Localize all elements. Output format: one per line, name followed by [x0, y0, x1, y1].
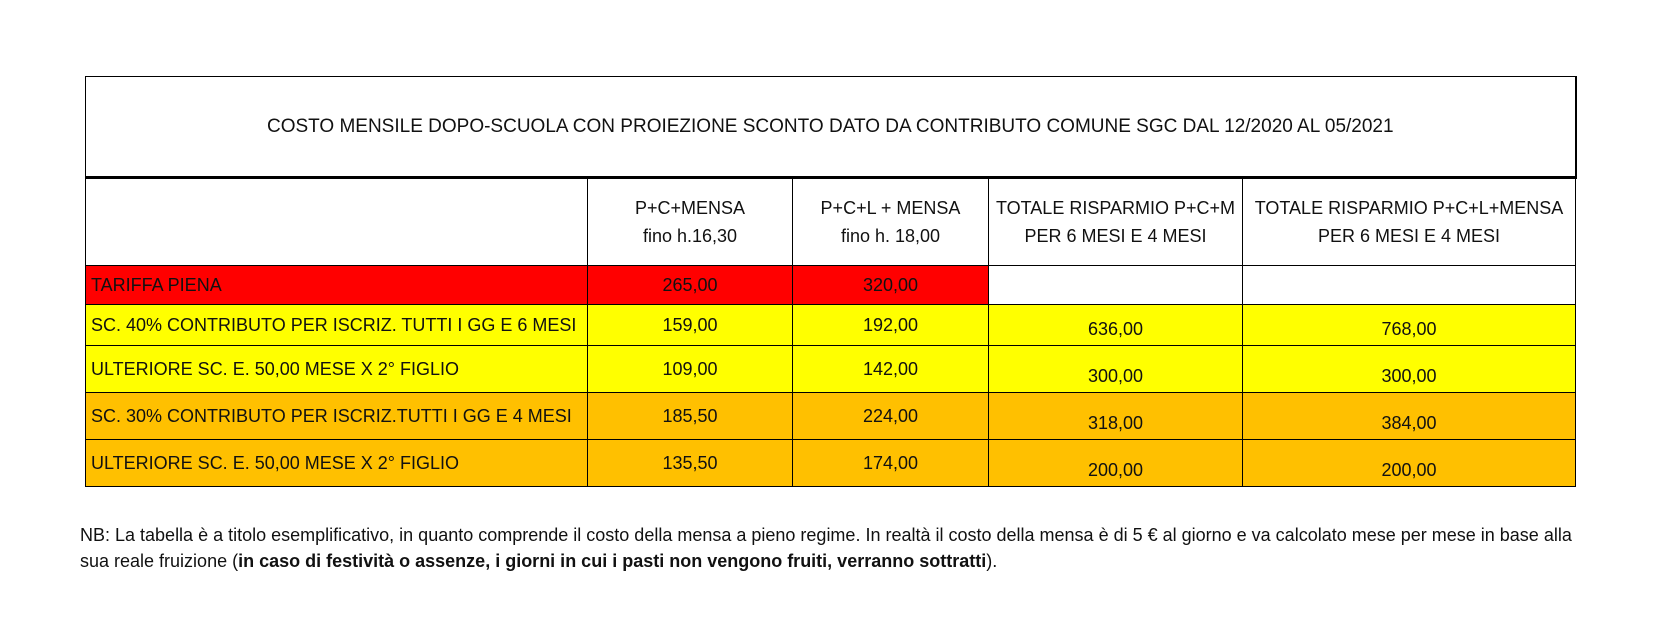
- cell-risparmio-pcm: 636,00: [989, 305, 1243, 346]
- row-label: ULTERIORE SC. E. 50,00 MESE X 2° FIGLIO: [86, 346, 588, 393]
- header-risparmio-pclm: [1243, 178, 1576, 266]
- header-pcm-line1: P+C+MENSA: [634, 198, 746, 218]
- header-row: [86, 178, 1576, 266]
- cell-risparmio-pclm: 384,00: [1243, 393, 1576, 440]
- header-risparmio-pclm-line1: TOTALE RISPARMIO P+C+L+MENSA: [1254, 198, 1564, 218]
- row-label: TARIFFA PIENA: [86, 266, 588, 305]
- header-pcm: [588, 178, 793, 266]
- row-label: SC. 40% CONTRIBUTO PER ISCRIZ. TUTTI I GG E 6 MESI: [86, 305, 588, 346]
- cell-pclm: 224,00: [793, 393, 989, 440]
- footnote-closing: ).: [986, 551, 998, 571]
- table-title: COSTO MENSILE DOPO-SCUOLA CON PROIEZIONE SCONTO DATO DA CONTRIBUTO COMUNE SGC DAL 12/2020 AL 05/2021: [86, 77, 1576, 178]
- row-label: ULTERIORE SC. E. 50,00 MESE X 2° FIGLIO: [86, 440, 588, 487]
- cost-table: [85, 76, 1577, 487]
- table-row-secondo-figlio-4-mesi: [86, 440, 1576, 487]
- cell-pcm: 265,00: [588, 266, 793, 305]
- footnote: [80, 522, 1600, 574]
- cell-pclm: 320,00: [793, 266, 989, 305]
- table-row-secondo-figlio-6-mesi: [86, 346, 1576, 393]
- header-pclm: [793, 178, 989, 266]
- cell-risparmio-pcm: 318,00: [989, 393, 1243, 440]
- cell-risparmio-pclm: [1243, 266, 1576, 305]
- cell-pclm: 192,00: [793, 305, 989, 346]
- header-risparmio-pcm-line2: PER 6 MESI E 4 MESI: [1024, 226, 1207, 246]
- cell-pcm: 109,00: [588, 346, 793, 393]
- footnote-bold-text: in caso di festività o assenze, i giorni in cui i pasti non vengono fruiti, verranno sottratti: [238, 551, 987, 571]
- header-empty: [86, 178, 588, 266]
- cell-risparmio-pcm: 200,00: [989, 440, 1243, 487]
- header-pclm-line2: fino h. 18,00: [840, 226, 941, 246]
- title-row: [86, 77, 1576, 178]
- cell-risparmio-pclm: 768,00: [1243, 305, 1576, 346]
- header-risparmio-pclm-line2: PER 6 MESI E 4 MESI: [1317, 226, 1501, 246]
- header-risparmio-pcm: [989, 178, 1243, 266]
- header-pcm-line2: fino h.16,30: [642, 226, 738, 246]
- cell-pcm: 185,50: [588, 393, 793, 440]
- cell-risparmio-pclm: 200,00: [1243, 440, 1576, 487]
- header-pclm-line1: P+C+L + MENSA: [820, 198, 961, 218]
- cell-pcm: 135,50: [588, 440, 793, 487]
- table-row-tariffa-piena: [86, 266, 1576, 305]
- cell-risparmio-pcm: [989, 266, 1243, 305]
- table-row-sconto-40: [86, 305, 1576, 346]
- row-label: SC. 30% CONTRIBUTO PER ISCRIZ.TUTTI I GG E 4 MESI: [86, 393, 588, 440]
- cell-risparmio-pcm: 300,00: [989, 346, 1243, 393]
- cell-pclm: 142,00: [793, 346, 989, 393]
- header-risparmio-pcm-line1: TOTALE RISPARMIO P+C+M: [995, 198, 1236, 218]
- cell-pclm: 174,00: [793, 440, 989, 487]
- cell-pcm: 159,00: [588, 305, 793, 346]
- table-row-sconto-30: [86, 393, 1576, 440]
- footnote-text: NB: La tabella è a titolo esemplificativo, in quanto comprende il costo della mensa a pieno regime. In realtà il costo della mensa è di 5 € al giorno e va calcolato mese per mese in base alla sua reale fruizione (: [80, 525, 1572, 571]
- cell-risparmio-pclm: 300,00: [1243, 346, 1576, 393]
